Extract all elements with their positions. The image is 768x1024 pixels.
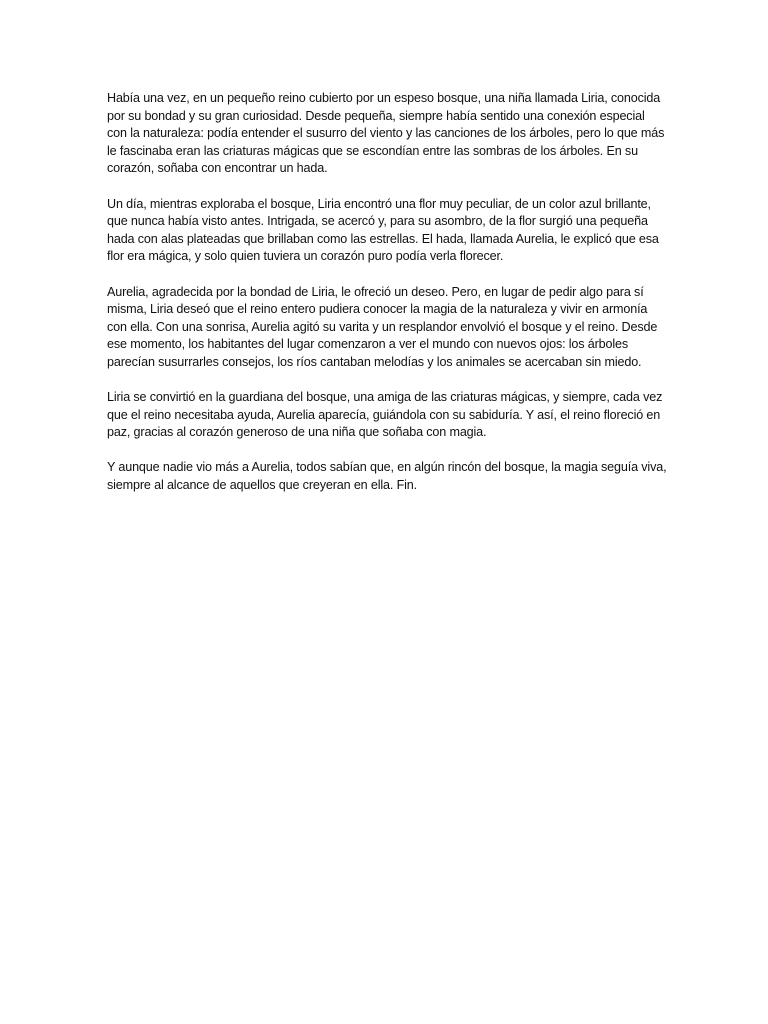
paragraph-4: Liria se convirtió en la guardiana del bosque, una amiga de las criaturas mágicas, y siempre, cada vez que el reino necesitaba ayuda, Aurelia aparecía, guiándola con su sabiduría. Y así, el reino floreció en paz, gracias al corazón generoso de una niña que soñaba con magia. [107, 390, 663, 440]
paragraph-1: Había una vez, en un pequeño reino cubierto por un espeso bosque, una niña llamada Liria, conocida por su bondad y su gran curiosidad. Desde pequeña, siempre había sentido una conexión especial con la naturaleza: podía entender el susurro del viento y las canciones de los árboles, pero lo que más le fascinaba eran las criaturas mágicas que se escondían entre las sombras de los árboles. En su corazón, soñaba con encontrar un hada. [107, 91, 665, 176]
story-text [107, 90, 667, 512]
paragraph-5: Y aunque nadie vio más a Aurelia, todos sabían que, en algún rincón del bosque, la magia seguía viva, siempre al alcance de aquellos que creyeran en ella. Fin. [107, 460, 667, 493]
paragraph-2: Un día, mientras exploraba el bosque, Liria encontró una flor muy peculiar, de un color azul brillante, que nunca había visto antes. Intrigada, se acercó y, para su asombro, de la flor surgió una pequeña hada con alas plateadas que brillaban como las estrellas. El hada, llamada Aurelia, le explicó que esa flor era mágica, y solo quien tuviera un corazón puro podía verla florecer. [107, 196, 659, 264]
paragraph-3: Aurelia, agradecida por la bondad de Liria, le ofreció un deseo. Pero, en lugar de pedir algo para sí misma, Liria deseó que el reino entero pudiera conocer la magia de la naturaleza y vivir en armonía con ella. Con una sonrisa, Aurelia agitó su varita y un resplandor envolvió el bosque y el reino. Desde ese momento, los habitantes del lugar comenzaron a ver el mundo con nuevos ojos: los árboles parecían susurrarles consejos, los ríos cantaban melodías y los animales se acercaban sin miedo. [107, 284, 658, 369]
